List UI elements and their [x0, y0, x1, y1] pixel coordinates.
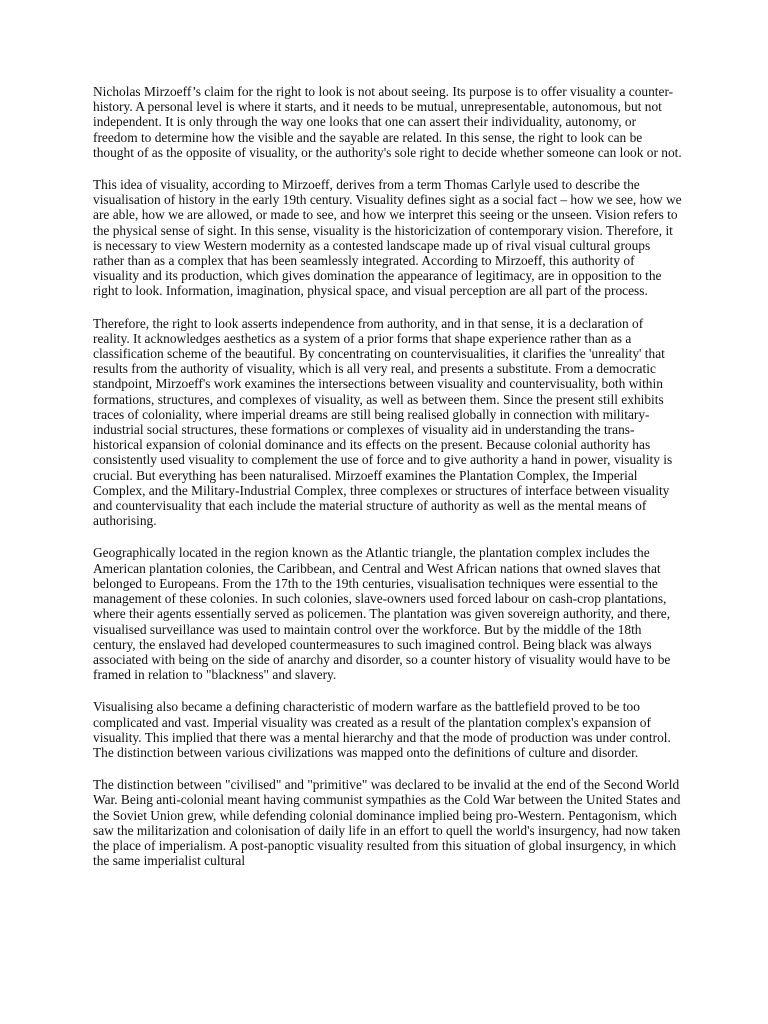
paragraph: Nicholas Mirzoeff’s claim for the right to look is not about seeing. Its purpose is to offer visuality a counter-history. A personal level is where it starts, and it needs to be mutual, unrepresentable, autonomous, but not independent. It is only through the way one looks that one can assert their individuality, autonomy, or freedom to determine how the visible and the sayable are related. In this sense, the right to look can be thought of as the opposite of visuality, or the authority's sole right to decide whether someone can look or not.: [93, 84, 682, 160]
paragraph: This idea of visuality, according to Mirzoeff, derives from a term Thomas Carlyle used to describe the visualisation of history in the early 19th century. Visuality defines sight as a social fact – how we see, how we are able, how we are allowed, or made to see, and how we interpret this seeing or the unseen. Vision refers to the physical sense of sight. In this sense, visuality is the historicization of contemporary vision. Therefore, it is necessary to view Western modernity as a contested landscape made up of rival visual cultural groups rather than as a complex that has been seamlessly integrated. According to Mirzoeff, this authority of visuality and its production, which gives domination the appearance of legitimacy, are in opposition to the right to look. Information, imagination, physical space, and visual perception are all part of the process.: [93, 177, 682, 299]
paragraph: Geographically located in the region known as the Atlantic triangle, the plantation complex includes the American plantation colonies, the Caribbean, and Central and West African nations that owned slaves that belonged to Europeans. From the 17th to the 19th centuries, visualisation techniques were essential to the management of these colonies. In such colonies, slave-owners used forced labour on cash-crop plantations, where their agents essentially served as policemen. The plantation was given sovereign authority, and there, visualised surveillance was used to maintain control over the workforce. But by the middle of the 18th century, the enslaved had developed countermeasures to such imagined control. Being black was always associated with being on the side of anarchy and disorder, so a counter history of visuality would have to be framed in relation to "blackness" and slavery.: [93, 545, 671, 683]
document-body: [93, 84, 683, 885]
paragraph: Therefore, the right to look asserts independence from authority, and in that sense, it is a declaration of reality. It acknowledges aesthetics as a system of a prior forms that shape experience rather than as a classification scheme of the beautiful. By concentrating on countervisualities, it clarifies the 'unreality' that results from the authority of visuality, which is all very real, and presents a substitute. From a democratic standpoint, Mirzoeff's work examines the intersections between visuality and countervisuality, both within formations, structures, and complexes of visuality, as well as between them. Since the present still exhibits traces of coloniality, where imperial dreams are still being realised globally in connection with military-industrial social structures, these formations or complexes of visuality aid in understanding the trans-historical expansion of colonial dominance and its effects on the present. Because colonial authority has consistently used visuality to complement the use of force and to give authority a hand in power, visuality is crucial. But everything has been naturalised. Mirzoeff examines the Plantation Complex, the Imperial Complex, and the Military-Industrial Complex, three complexes or structures of interface between visuality and countervisuality that each include the material structure of authority as well as the mental means of authorising.: [93, 315, 673, 529]
paragraph: Visualising also became a defining characteristic of modern warfare as the battlefield proved to be too complicated and vast. Imperial visuality was created as a result of the plantation complex's expansion of visuality. This implied that there was a mental hierarchy and that the mode of production was under control. The distinction between various civilizations was mapped onto the definitions of culture and disorder.: [93, 699, 671, 760]
paragraph: The distinction between "civilised" and "primitive" was declared to be invalid at the end of the Second World War. Being anti-colonial meant having communist sympathies as the Cold War between the United States and the Soviet Union grew, while defending colonial dominance implied being pro-Western. Pentagonism, which saw the militarization and colonisation of daily life in an effort to quell the world's insurgency, had now taken the place of imperialism. A post-panoptic visuality resulted from this situation of global insurgency, in which the same imperialist cultural: [93, 777, 681, 869]
